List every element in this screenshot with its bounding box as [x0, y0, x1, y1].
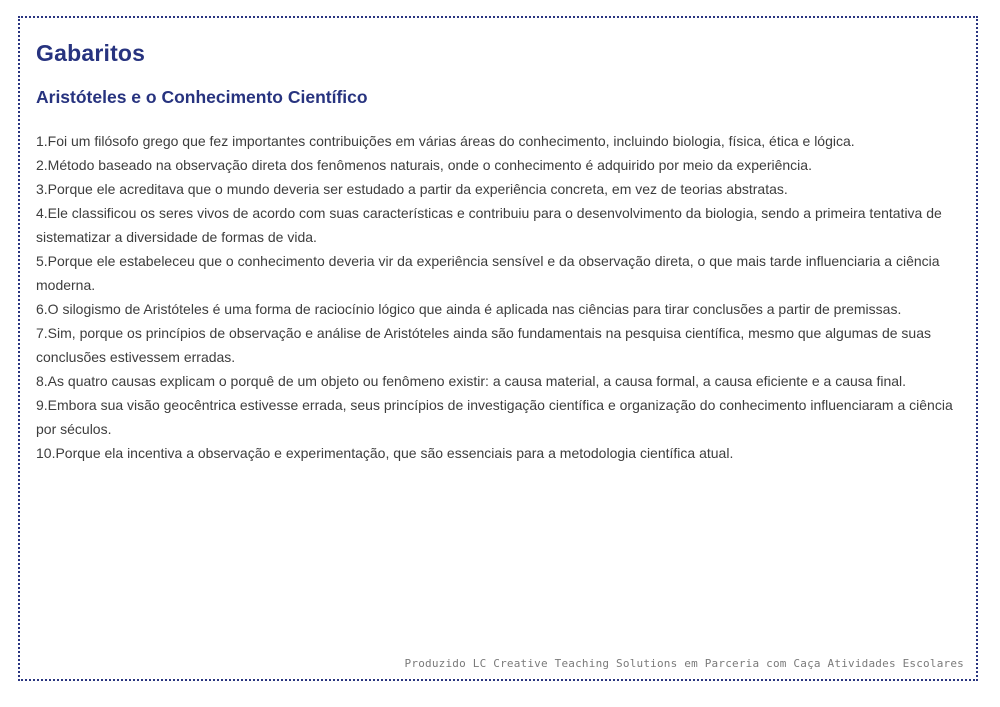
answer-item: 4.Ele classificou os seres vivos de acordo com suas características e contribuiu para o desenvolvimento da biologia, sendo a primeira tentativa de sistematizar a diversidade de formas de vida.	[36, 205, 942, 245]
section-title: Aristóteles e o Conhecimento Científico	[36, 87, 368, 107]
answer-item: 2.Método baseado na observação direta dos fenômenos naturais, onde o conhecimento é adquirido por meio da experiência.	[36, 157, 812, 173]
answer-item: 9.Embora sua visão geocêntrica estivesse errada, seus princípios de investigação científica e organização do conhecimento influenciaram a ciência por séculos.	[36, 397, 953, 437]
footer-credit: Produzido LC Creative Teaching Solutions em Parceria com Caça Atividades Escolares	[404, 657, 964, 670]
answer-item: 7.Sim, porque os princípios de observação e análise de Aristóteles ainda são fundamentais na pesquisa científica, mesmo que algumas de suas conclusões estivessem erradas.	[36, 325, 931, 365]
page-content	[36, 40, 962, 465]
page-title: Gabaritos	[36, 40, 146, 66]
answers-list	[36, 129, 962, 465]
answer-item: 6.O silogismo de Aristóteles é uma forma de raciocínio lógico que ainda é aplicada nas ciências para tirar conclusões a partir de premissas.	[36, 301, 902, 317]
answer-item: 8.As quatro causas explicam o porquê de um objeto ou fenômeno existir: a causa material, a causa formal, a causa eficiente e a causa final.	[36, 373, 907, 389]
answer-item: 1.Foi um filósofo grego que fez importantes contribuições em várias áreas do conhecimento, incluindo biologia, física, ética e lógica.	[36, 133, 855, 149]
answer-item: 5.Porque ele estabeleceu que o conhecimento deveria vir da experiência sensível e da observação direta, o que mais tarde influenciaria a ciência moderna.	[36, 253, 940, 293]
worksheet-page	[18, 16, 978, 681]
answer-item: 10.Porque ela incentiva a observação e experimentação, que são essenciais para a metodologia científica atual.	[36, 445, 734, 461]
answer-item: 3.Porque ele acreditava que o mundo deveria ser estudado a partir da experiência concreta, em vez de teorias abstratas.	[36, 181, 788, 197]
